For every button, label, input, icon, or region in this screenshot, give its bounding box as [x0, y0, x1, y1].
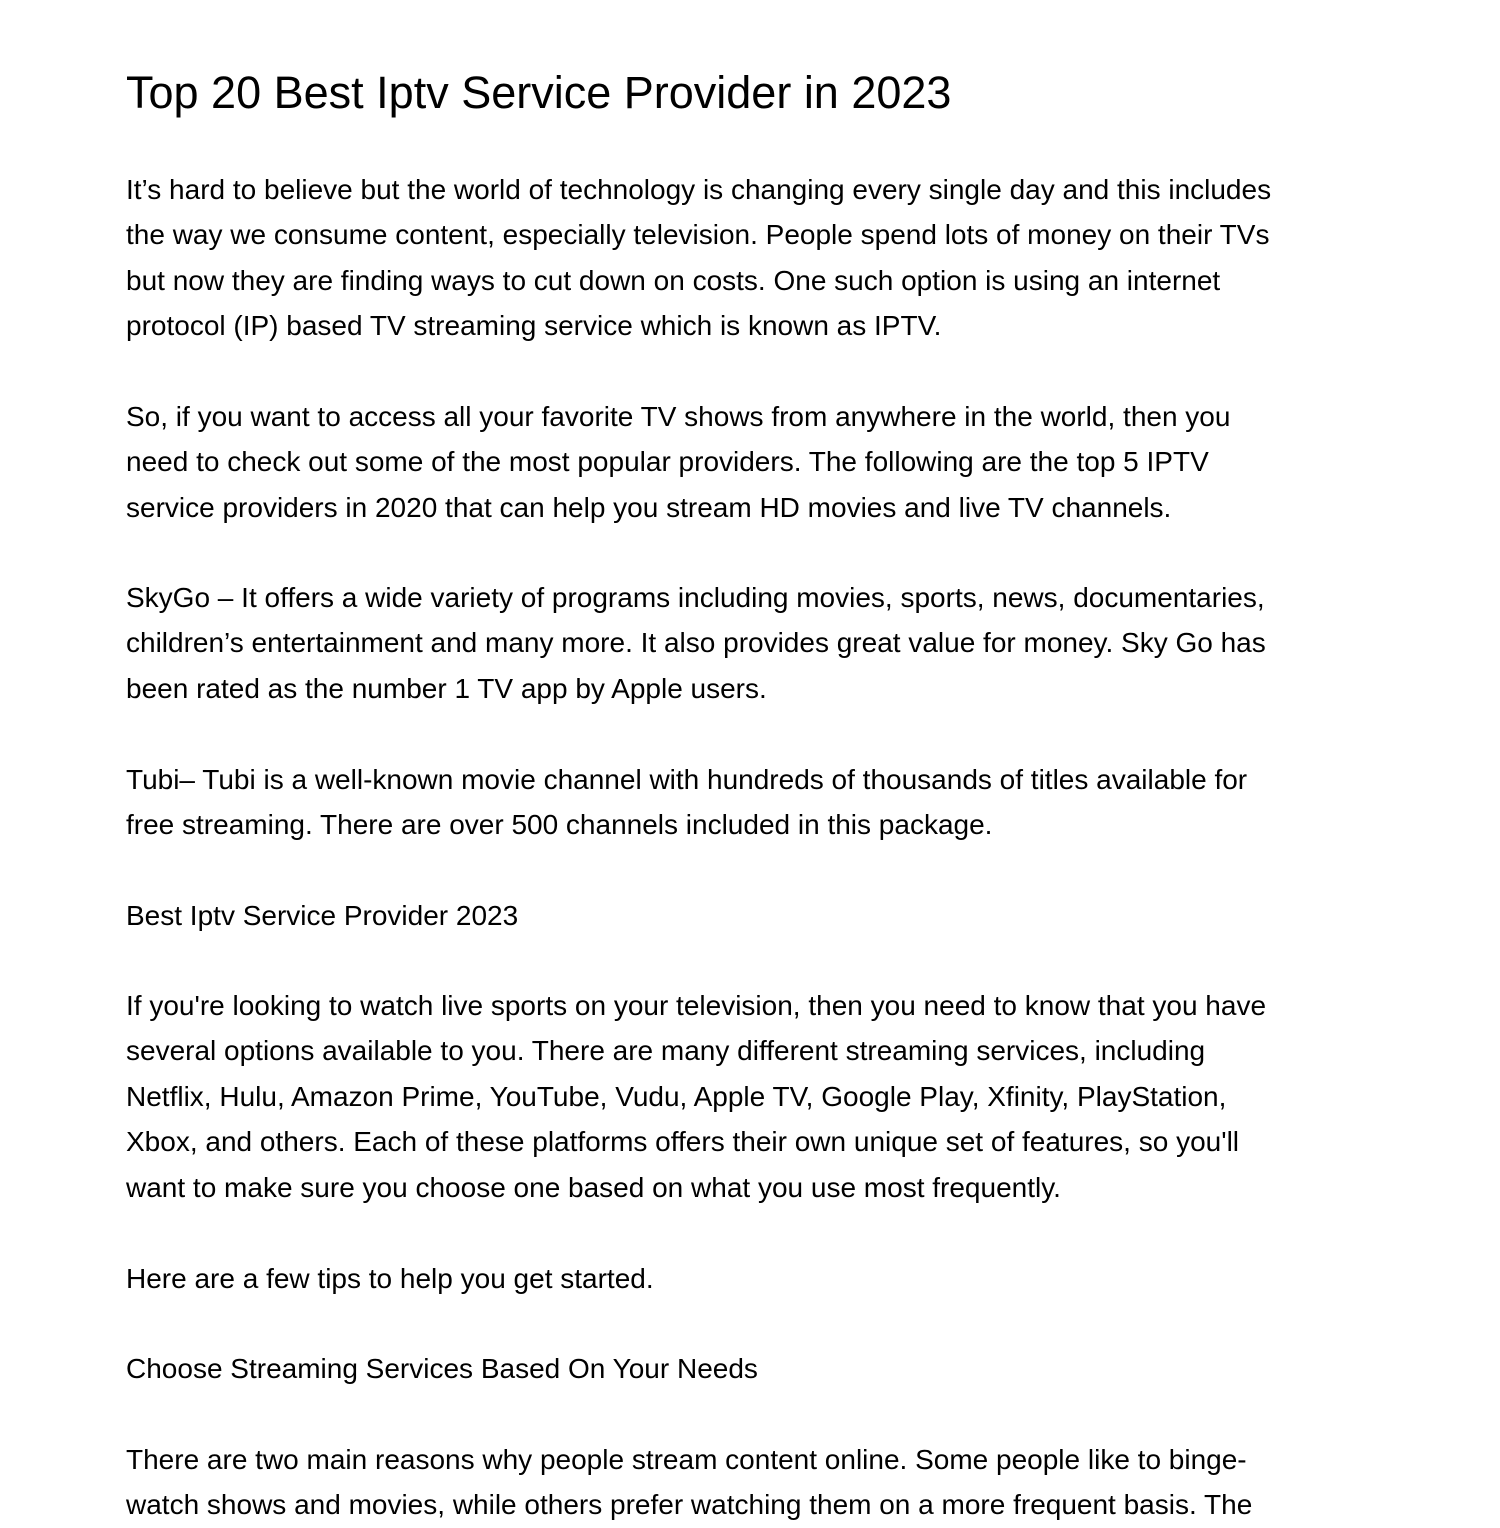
- paragraph-two-reasons: [126, 1437, 1376, 1528]
- paragraph-line: want to make sure you choose one based on what you use most frequently.: [126, 1171, 1061, 1203]
- paragraph-line: SkyGo – It offers a wide variety of programs including movies, sports, news, documentaries,: [126, 582, 1265, 613]
- paragraph-line: Tubi– Tubi is a well-known movie channel with hundreds of thousands of titles available for: [126, 764, 1248, 795]
- paragraph-line: service providers in 2020 that can help you stream HD movies and live TV channels.: [126, 491, 1172, 523]
- paragraph-line: Best Iptv Service Provider 2023: [126, 900, 519, 931]
- paragraph-line: been rated as the number 1 TV app by Apple users.: [126, 672, 767, 704]
- paragraph-line: There are two main reasons why people stream content online. Some people like to binge-: [126, 1444, 1247, 1475]
- paragraph-line: but now they are finding ways to cut down on costs. One such option is using an internet: [126, 264, 1221, 296]
- paragraph-skygo: [126, 575, 1376, 711]
- paragraph-tips: [126, 1256, 1376, 1301]
- section-heading-choose-services: [126, 1346, 1376, 1391]
- section-heading-best-provider: [126, 893, 1376, 938]
- paragraph-line: protocol (IP) based TV streaming service which is known as IPTV.: [126, 310, 942, 342]
- paragraph-line: children’s entertainment and many more. It also provides great value for money. Sky Go has: [126, 627, 1266, 659]
- paragraph-line: several options available to you. There are many different streaming services, including: [126, 1035, 1206, 1067]
- paragraph-line: Here are a few tips to help you get started.: [126, 1263, 654, 1294]
- paragraph-live-sports: [126, 983, 1376, 1210]
- paragraph-line: If you're looking to watch live sports on your television, then you need to know that you have: [126, 990, 1267, 1021]
- paragraph-line: It’s hard to believe but the world of technology is changing every single day and this includes: [126, 174, 1272, 205]
- paragraph-line: the way we consume content, especially television. People spend lots of money on their TVs: [126, 219, 1270, 251]
- paragraph-line: free streaming. There are over 500 channels included in this package.: [126, 809, 993, 841]
- document-title: Top 20 Best Iptv Service Provider in 2023: [126, 67, 952, 118]
- paragraph-line: So, if you want to access all your favorite TV shows from anywhere in the world, then you: [126, 401, 1231, 432]
- paragraph-tubi: [126, 757, 1376, 848]
- paragraph-line: Choose Streaming Services Based On Your Needs: [126, 1353, 758, 1384]
- paragraph-line: Xbox, and others. Each of these platforms offers their own unique set of features, so you'll: [126, 1126, 1240, 1158]
- paragraph-access-shows: [126, 394, 1376, 530]
- paragraph-line: watch shows and movies, while others prefer watching them on a more frequent basis. The: [126, 1489, 1253, 1521]
- paragraph-intro: [126, 167, 1376, 349]
- paragraph-line: need to check out some of the most popular providers. The following are the top 5 IPTV: [126, 446, 1209, 478]
- paragraph-line: Netflix, Hulu, Amazon Prime, YouTube, Vudu, Apple TV, Google Play, Xfinity, PlayStation,: [126, 1080, 1227, 1112]
